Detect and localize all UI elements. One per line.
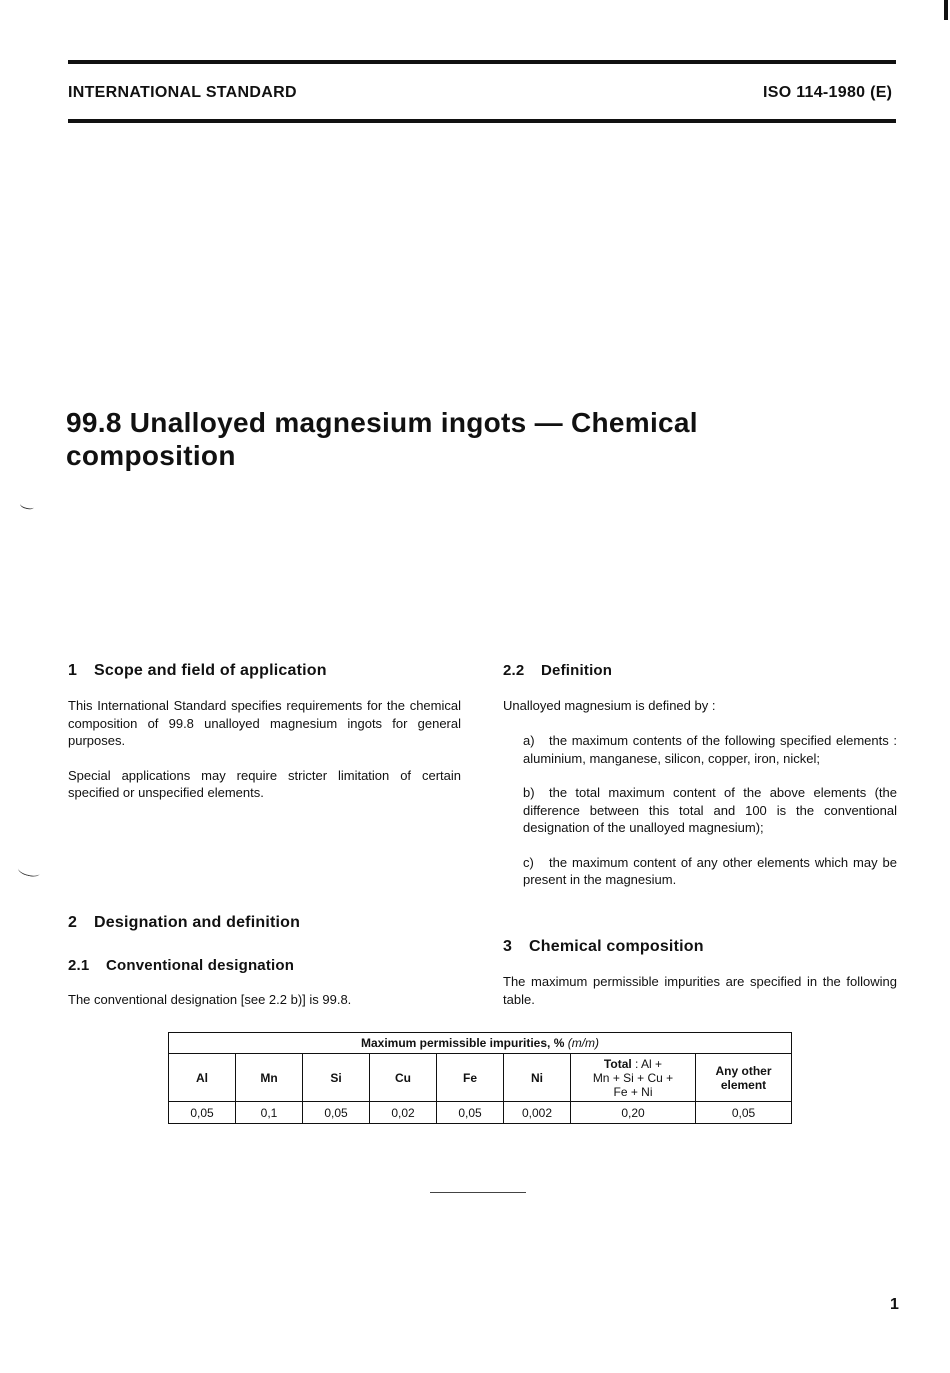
table-caption-row (169, 1033, 792, 1054)
table-caption-main: Maximum permissible impurities, % (360, 1036, 568, 1050)
value-cell-fe: 0,05 (437, 1102, 504, 1124)
header-cell-ni: Ni (504, 1054, 571, 1102)
definition-item-a-label: a) (523, 733, 535, 748)
section-3-number: 3 (503, 938, 513, 955)
total-head-line-2: Mn + Si + Cu + (592, 1070, 674, 1085)
impurities-table (168, 1032, 792, 1124)
value-cell-ni: 0,002 (504, 1102, 571, 1124)
header-top-rule (68, 60, 896, 64)
section-3-text: The maximum permissible impurities are specified in the following table. (503, 974, 897, 1007)
total-head-line-3: Fe + Ni (613, 1084, 653, 1099)
section-2-1-heading (68, 957, 294, 974)
table-caption (169, 1033, 792, 1054)
header-cell-mn: Mn (236, 1054, 303, 1102)
table-header-row (169, 1054, 792, 1102)
value-cell-cu: 0,02 (370, 1102, 437, 1124)
header-cell-any-other: Any other element (696, 1054, 792, 1102)
section-2-2-heading (503, 662, 612, 679)
header-cell-cu: Cu (370, 1054, 437, 1102)
header-cell-al: Al (169, 1054, 236, 1102)
table-row (169, 1102, 792, 1124)
definition-item-c (523, 854, 897, 889)
section-1-paragraph-1: This International Standard specifies requirements for the chemical composition of 99.8 unalloyed magnesium ingots for general purposes. (68, 698, 461, 748)
header-bottom-rule (68, 119, 896, 123)
header-right: ISO 114-1980 (E) (763, 84, 893, 101)
header-cell-total (571, 1054, 696, 1102)
scan-edge-mark (944, 0, 948, 20)
section-1-paragraph-2: Special applications may require stricter limitation of certain specified or unspecified elements. (68, 767, 461, 800)
value-cell-total: 0,20 (571, 1102, 696, 1124)
definition-list (523, 732, 897, 889)
page-number: 1 (890, 1296, 899, 1313)
table-caption-unit: (m/m) (567, 1036, 600, 1050)
section-2-1-title: Conventional designation (106, 957, 295, 974)
header-cell-si: Si (303, 1054, 370, 1102)
value-cell-any-other: 0,05 (696, 1102, 792, 1124)
total-head-line-1 (573, 1057, 693, 1071)
value-cell-mn: 0,1 (236, 1102, 303, 1124)
section-2-1-text: The conventional designation [see 2.2 b)] is 99.8. (68, 992, 352, 1007)
value-cell-al: 0,05 (169, 1102, 236, 1124)
section-2-2-intro: Unalloyed magnesium is defined by : (503, 698, 716, 713)
section-2-2-number: 2.2 (503, 662, 525, 679)
document-title: 99.8 Unalloyed magnesium ingots — Chemical composition (66, 407, 698, 471)
header-left: INTERNATIONAL STANDARD (68, 84, 297, 101)
definition-item-c-label: c) (523, 854, 534, 870)
margin-mark-upper (19, 500, 34, 510)
definition-item-b-label: b) (523, 785, 535, 800)
section-2-2-title: Definition (541, 662, 613, 679)
section-2-number: 2 (68, 914, 78, 931)
definition-item-b-text: the total maximum content of the above elements (the difference between this total and 100 is the conventional designation of the unalloyed magnesium); (523, 785, 897, 835)
section-1-number: 1 (68, 662, 78, 679)
definition-item-c-text: the maximum content of any other elements which may be present in the magnesium. (523, 854, 897, 887)
section-1-heading (68, 662, 327, 680)
margin-mark-lower (17, 863, 41, 878)
section-3-title: Chemical composition (529, 938, 704, 955)
definition-item-a (523, 732, 897, 767)
total-head-rest: : Al + (631, 1056, 663, 1071)
end-of-text-rule (430, 1192, 526, 1193)
section-2-heading (68, 914, 300, 932)
definition-item-b (523, 784, 897, 837)
section-2-title: Designation and definition (94, 914, 301, 931)
section-1-title: Scope and field of application (94, 662, 327, 679)
value-cell-si: 0,05 (303, 1102, 370, 1124)
total-head-bold: Total (603, 1056, 632, 1071)
section-1-body (68, 697, 461, 802)
section-2-1-number: 2.1 (68, 957, 90, 974)
definition-item-a-text: the maximum contents of the following specified elements : aluminium, manganese, silicon, copper, iron, nickel; (523, 733, 897, 766)
header-cell-fe: Fe (437, 1054, 504, 1102)
section-3-heading (503, 938, 704, 956)
